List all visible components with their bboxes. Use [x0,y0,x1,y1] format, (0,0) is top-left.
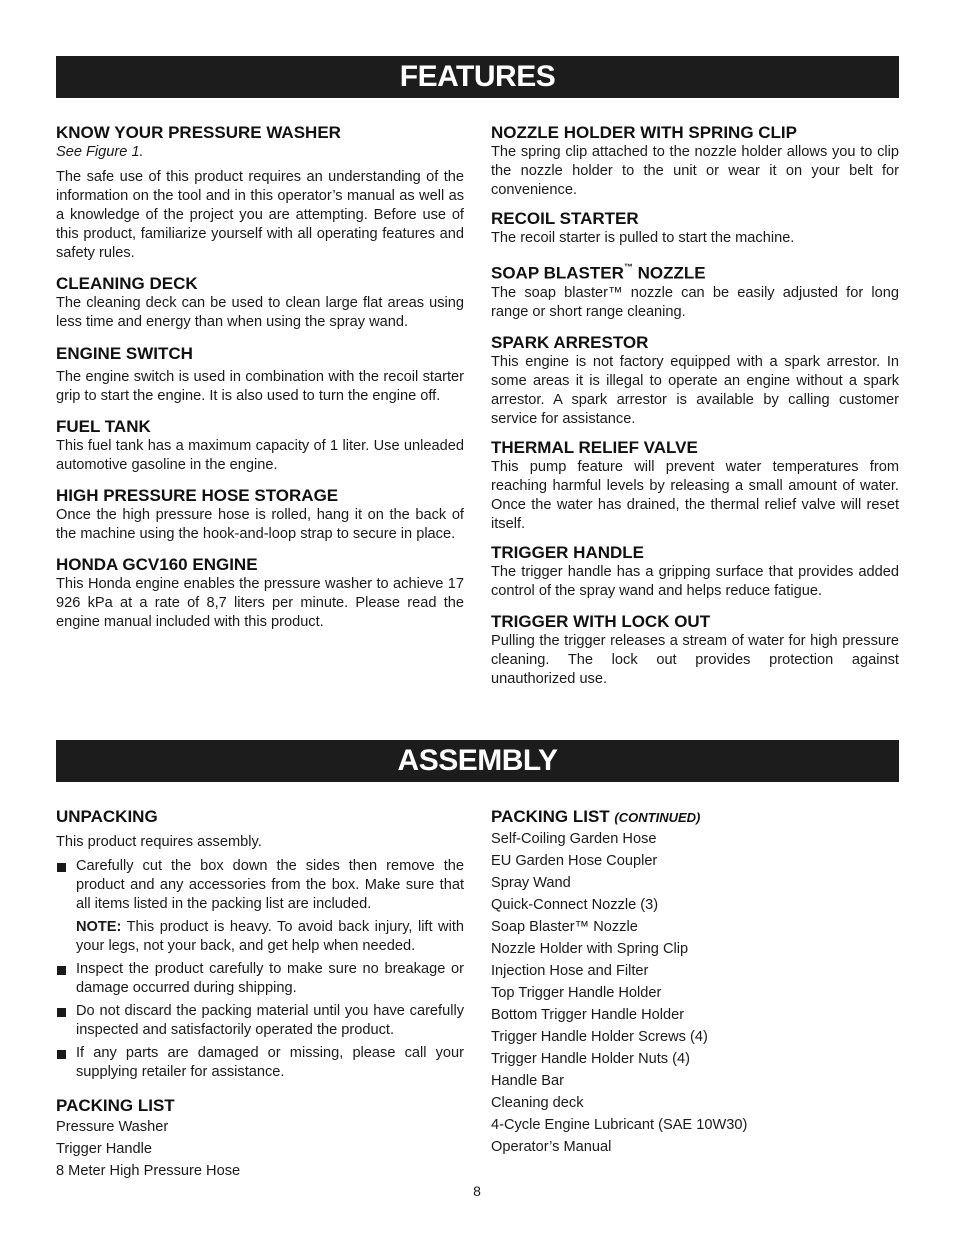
section-heading: UNPACKING [56,807,158,826]
section-body: Once the high pressure hose is rolled, hang it on the back of the machine using the hook-and-loop strap to secure in place. [56,507,464,542]
section-body: This fuel tank has a maximum capacity of 1 liter. Use unleaded automotive gasoline in the engine. [56,438,464,473]
trademark-symbol: ™ [623,262,633,272]
packing-list-item: Trigger Handle [56,1141,152,1157]
packing-list-item: Operator’s Manual [491,1139,612,1155]
section-body: The spring clip attached to the nozzle holder allows you to clip the nozzle holder to the unit or wear it on your belt for convenience. [491,144,899,198]
section-heading [491,259,899,284]
section-heading: FUEL TANK [56,417,151,436]
packing-list [491,828,899,1158]
assembly-right-column [491,807,899,1158]
heading-text: PACKING LIST [491,807,610,826]
square-bullet-icon [57,1050,66,1059]
section-body: The recoil starter is pulled to start the machine. [491,230,795,246]
list-item [56,1044,464,1082]
note [56,918,464,956]
packing-list-item: Soap Blaster™ Nozzle [491,919,638,935]
feature-trigger-with-lock-out [491,612,899,689]
packing-list-item: Nozzle Holder with Spring Clip [491,941,689,957]
section-heading: ENGINE SWITCH [56,344,193,363]
section-heading: HONDA GCV160 ENGINE [56,555,258,574]
list-item-text: If any parts are damaged or missing, please call your supplying retailer for assistance. [76,1045,464,1080]
section-heading: RECOIL STARTER [491,209,639,228]
feature-spark-arrestor [491,333,899,429]
packing-list-item: Trigger Handle Holder Nuts (4) [491,1051,690,1067]
packing-list-item: Trigger Handle Holder Screws (4) [491,1029,708,1045]
packing-list-item: Self-Coiling Garden Hose [491,831,657,847]
packing-list [56,1116,464,1182]
packing-list-item: Spray Wand [491,875,571,891]
section-heading: HIGH PRESSURE HOSE STORAGE [56,486,339,505]
feature-honda-engine [56,555,464,632]
section-body: The engine switch is used in combination with the recoil starter grip to start the engine. It is also used to turn the engine off. [56,369,464,404]
packing-list-item: Bottom Trigger Handle Holder [491,1007,685,1023]
section-body: This pump feature will prevent water temperatures from reaching harmful levels by releasing a small amount of water. Once the water has drained, the thermal relief valve will reset itself. [491,458,899,532]
packing-list-item: Quick-Connect Nozzle (3) [491,897,659,913]
section-heading [491,807,899,828]
list-item-text: Do not discard the packing material until you have carefully inspected and satisfactorily operated the product. [76,1003,464,1038]
note-label: NOTE: [76,919,122,935]
packing-list-item: EU Garden Hose Coupler [491,853,658,869]
feature-nozzle-holder [491,123,899,200]
section-heading: TRIGGER HANDLE [491,542,644,562]
list-item [56,960,464,998]
packing-list-item: Cleaning deck [491,1095,584,1111]
feature-engine-switch [56,344,464,406]
section-heading: NOZZLE HOLDER WITH SPRING CLIP [491,123,797,142]
unpacking-intro: This product requires assembly. [56,834,262,850]
section-body: This Honda engine enables the pressure washer to achieve 17 926 kPa at a rate of 8,7 liters per minute. Please read the engine manual included with this product. [56,576,464,630]
feature-thermal-relief-valve [491,438,899,534]
packing-list-item: Top Trigger Handle Holder [491,985,662,1001]
packing-list-section [56,1096,464,1182]
packing-list-continued-section [491,807,899,1158]
list-item [56,1002,464,1040]
unpacking-section [56,807,464,1082]
feature-recoil-starter [491,209,899,248]
heading-text: SOAP BLASTER [491,263,624,283]
assembly-left-column [56,807,464,1182]
list-item [56,857,464,914]
packing-list-item: Injection Hose and Filter [491,963,649,979]
features-right-column [491,123,899,700]
page-number: 8 [473,1183,481,1199]
feature-fuel-tank [56,417,464,475]
section-body: This engine is not factory equipped with a spark arrestor. In some areas it is illegal to operate an engine without a spark arrestor. A spark arrestor is available by calling customer service for assistance. [491,353,899,427]
list-item-text: Inspect the product carefully to make sure no breakage or damage occurred during shipping. [76,961,464,996]
section-heading: PACKING LIST [56,1096,175,1115]
square-bullet-icon [57,966,66,975]
section-heading: THERMAL RELIEF VALVE [491,437,698,457]
square-bullet-icon [57,1008,66,1017]
packing-list-item: Handle Bar [491,1073,565,1089]
note-text: This product is heavy. To avoid back injury, lift with your legs, not your back, and get help when needed. [76,919,464,954]
list-item-text: Carefully cut the box down the sides then remove the product and any accessories from the box. Make sure that all items listed in the packing list are included. [76,858,464,912]
section-body: The soap blaster™ nozzle can be easily adjusted for long range or short range cleaning. [491,284,899,320]
section-body: The trigger handle has a gripping surface that provides added control of the spray wand and helps reduce fatigue. [491,563,899,599]
feature-soap-blaster-nozzle [491,259,899,322]
packing-list-item: 4-Cycle Engine Lubricant (SAE 10W30) [491,1117,748,1133]
unpacking-list [56,857,464,1082]
figure-reference: See Figure 1. [56,144,144,160]
section-heading: TRIGGER WITH LOCK OUT [491,611,711,631]
section-heading: SPARK ARRESTOR [491,332,649,352]
feature-trigger-handle [491,543,899,601]
section-heading: KNOW YOUR PRESSURE WASHER [56,123,341,142]
continued-label: (CONTINUED) [614,810,701,825]
packing-list-item: Pressure Washer [56,1119,169,1135]
square-bullet-icon [57,863,66,872]
section-body: The safe use of this product requires an understanding of the information on the tool and in this operator’s manual as well as a knowledge of the project you are attempting. Before use of this product, familiarize yourself with all operating features and safety rules. [56,169,464,261]
note-item [56,918,464,956]
section-heading: CLEANING DECK [56,274,198,293]
features-left-column [56,123,464,643]
feature-cleaning-deck [56,274,464,332]
features-banner: FEATURES [56,56,899,98]
feature-high-pressure-hose-storage [56,486,464,544]
section-body: Pulling the trigger releases a stream of water for high pressure cleaning. The lock out provides protection against unauthorized use. [491,632,899,687]
section-body: The cleaning deck can be used to clean large flat areas using less time and energy than when using the spray wand. [56,295,464,330]
assembly-banner: ASSEMBLY [56,740,899,782]
packing-list-item: 8 Meter High Pressure Hose [56,1163,241,1179]
heading-text-tail: NOZZLE [632,263,706,283]
feature-know-your-pressure-washer [56,123,464,263]
